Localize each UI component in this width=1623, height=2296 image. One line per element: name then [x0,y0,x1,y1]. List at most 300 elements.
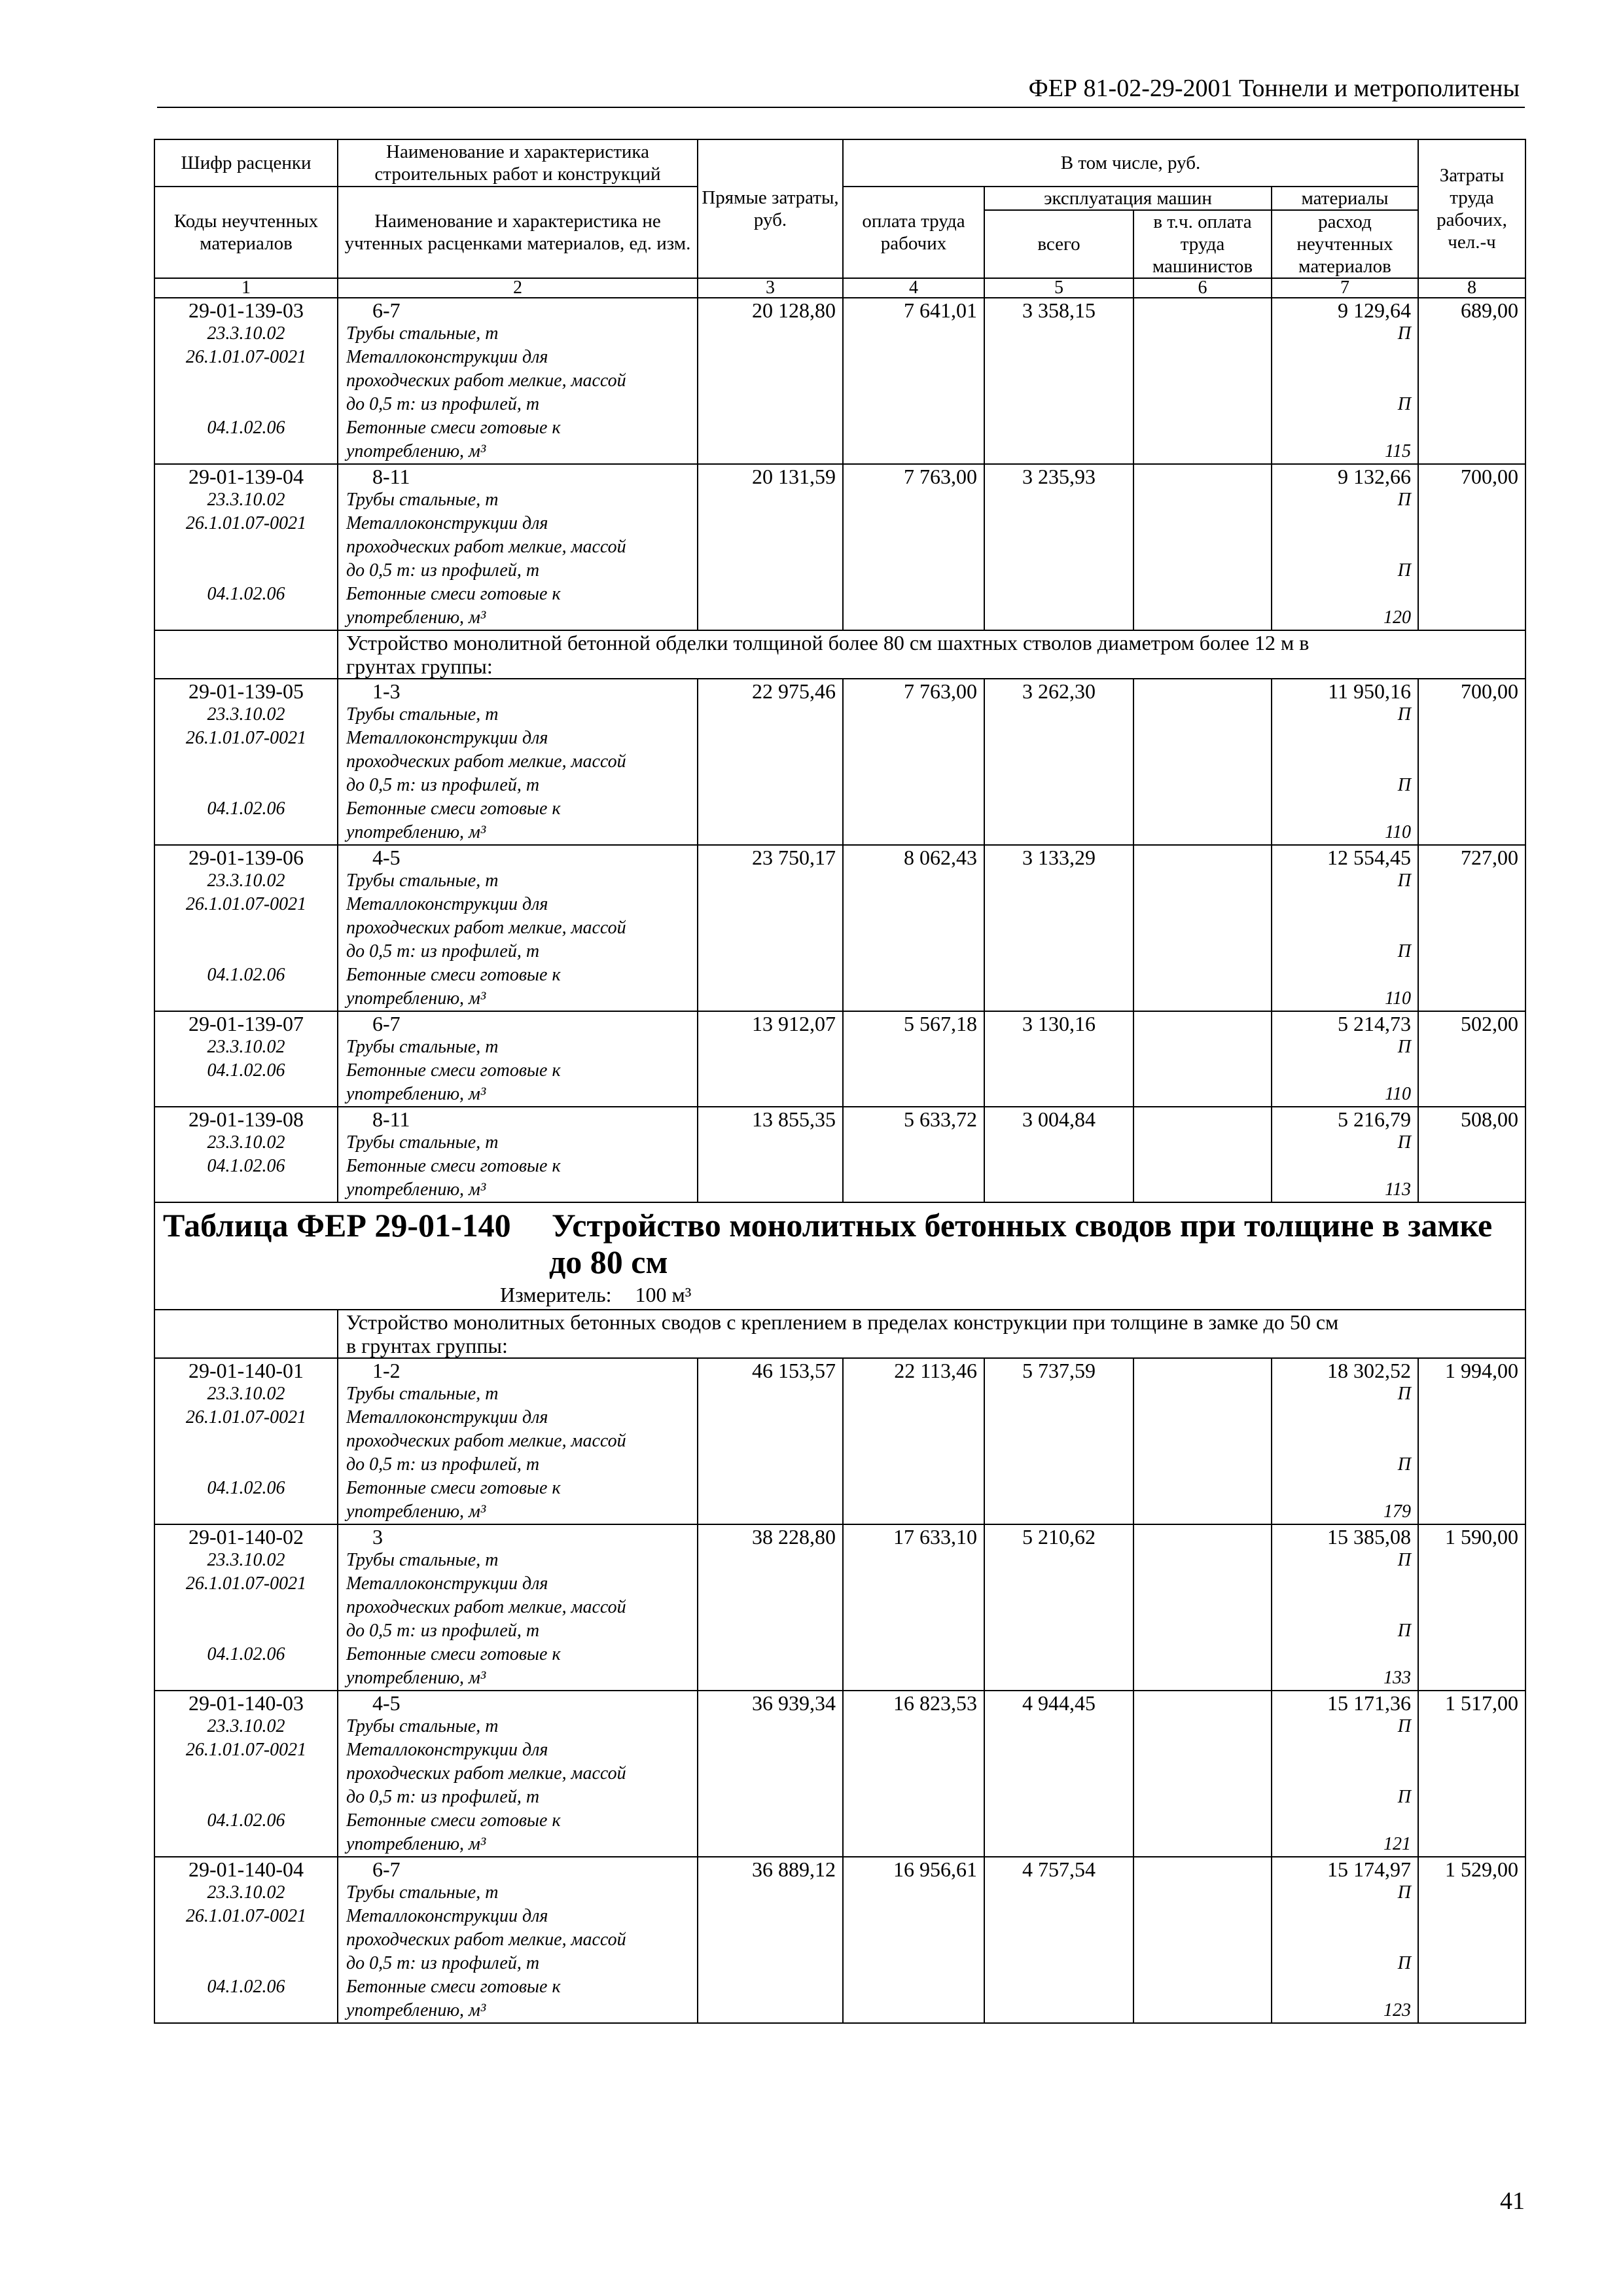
machinist-pay [1134,679,1264,703]
direct-cost-cell [698,1358,843,1524]
direct-cost: 13 912,07 [752,1012,836,1035]
material-name-line: Трубы стальные, т [346,490,499,510]
labor-pay-cell [843,845,984,1011]
material-quantity: 121 [1383,1834,1411,1854]
labor-pay: 16 956,61 [893,1857,977,1881]
labor-pay: 5 567,18 [904,1012,977,1035]
materials-cell [1272,1857,1418,2023]
rate-code: 29-01-139-05 [188,679,304,703]
material-name-line: проходческих работ мелкие, массой [346,751,626,772]
material-name-line: проходческих работ мелкие, массой [346,918,626,938]
labor-cost-cell [1418,298,1525,464]
materials-cost: 5 216,79 [1338,1107,1411,1131]
header-labor-pay: оплата труда рабочих [843,187,984,278]
machines-total: 3 130,16 [1022,1012,1096,1035]
materials-cell [1272,1691,1418,1857]
material-code: 26.1.01.07-0021 [185,728,307,748]
rate-row [154,298,1525,464]
machines-total: 5 737,59 [1022,1359,1096,1382]
subheading-line: Устройство монолитной бетонной обделки толщиной более 80 см шахтных стволов диаметром более 12 м в [346,631,1310,655]
rate-code-cell [154,1358,338,1524]
material-code: 26.1.01.07-0021 [185,513,307,533]
material-quantity: П [1397,775,1411,795]
rate-row [154,679,1525,845]
machinist-pay [1134,1012,1264,1035]
material-code: 04.1.02.06 [207,1977,285,1997]
material-name-line: Трубы стальные, т [346,1882,499,1903]
labor-cost-cell [1418,1691,1525,1857]
material-name-line: проходческих работ мелкие, массой [346,370,626,391]
running-header: ФЕР 81-02-29-2001 Тоннели и метрополитены [1028,75,1520,102]
group-140 [154,1310,1525,2023]
rate-name-cell [338,1857,698,2023]
header-including: В том числе, руб. [843,139,1418,187]
direct-cost-cell [698,298,843,464]
rate-name: 6-7 [372,1012,401,1035]
material-quantity: П [1397,490,1411,510]
direct-cost: 46 153,57 [752,1359,836,1382]
material-name-line: Бетонные смеси готовые к [346,418,561,438]
materials-cell [1272,298,1418,464]
rate-row [154,1691,1525,1857]
direct-cost: 13 855,35 [752,1107,836,1131]
material-code: 04.1.02.06 [207,1478,285,1498]
header-rule [157,107,1525,108]
subheading-line: в грунтах группы: [346,1334,508,1357]
material-quantity: П [1397,870,1411,891]
labor-cost: 502,00 [1461,1012,1518,1035]
labor-pay-cell [843,1011,984,1107]
machinist-pay [1134,298,1264,322]
materials-cell [1272,464,1418,630]
materials-cell [1272,1358,1418,1524]
rate-code-cell [154,1857,338,2023]
material-quantity: П [1397,704,1411,725]
rate-name-cell [338,1358,698,1524]
materials-cell [1272,679,1418,845]
rate-name-cell [338,298,698,464]
machinist-pay-cell [1133,1107,1272,1202]
rate-row [154,1857,1525,2023]
material-name-line: Трубы стальные, т [346,1550,499,1570]
table-label: Таблица ФЕР 29-01-140 [163,1207,511,1244]
materials-cost: 9 132,66 [1338,465,1411,488]
material-name-line: проходческих работ мелкие, массой [346,1431,626,1451]
rate-name-cell [338,1107,698,1202]
rate-row [154,845,1525,1011]
material-name-line: до 0,5 т: из профилей, т [346,1787,540,1807]
machinist-pay-cell [1133,298,1272,464]
header-machines-total: всего [984,210,1133,278]
materials-cost: 11 950,16 [1328,679,1411,703]
material-quantity: 123 [1383,2000,1411,2020]
header-machines: эксплуатация машин [984,187,1272,210]
material-name-line: до 0,5 т: из профилей, т [346,560,540,581]
subheading-row [154,630,1525,679]
material-name-line: Трубы стальные, т [346,1132,499,1153]
direct-cost-cell [698,1107,843,1202]
labor-pay: 17 633,10 [893,1525,977,1549]
machines-total-cell [984,1107,1133,1202]
material-quantity: 179 [1383,1501,1411,1522]
materials-cost: 5 214,73 [1338,1012,1411,1035]
labor-pay-cell [843,464,984,630]
rate-code: 29-01-139-03 [188,298,304,322]
material-name-line: проходческих работ мелкие, массой [346,1597,626,1617]
subheading-empty-cell [154,630,338,679]
labor-cost: 508,00 [1461,1107,1518,1131]
labor-pay: 16 823,53 [893,1691,977,1715]
rate-code: 29-01-140-03 [188,1691,304,1715]
rate-code: 29-01-140-01 [188,1359,304,1382]
header-materials: материалы [1272,187,1418,210]
material-code: 26.1.01.07-0021 [185,1740,307,1760]
section-title-line2: до 80 см [549,1244,668,1280]
measure-value: 100 м³ [635,1283,692,1306]
material-quantity: 133 [1383,1668,1411,1688]
material-code: 26.1.01.07-0021 [185,347,307,367]
rate-name-cell [338,845,698,1011]
material-code: 23.3.10.02 [207,1037,285,1057]
material-code: 04.1.02.06 [207,798,285,819]
direct-cost-cell [698,464,843,630]
material-name-line: Бетонные смеси готовые к [346,1060,561,1081]
labor-cost-cell [1418,679,1525,845]
rate-name: 6-7 [372,1857,401,1881]
labor-cost-cell [1418,464,1525,630]
material-name-line: Бетонные смеси готовые к [346,1478,561,1498]
material-code: 23.3.10.02 [207,1550,285,1570]
section-title-cell [154,1202,1525,1310]
material-name-line: употреблению, м³ [346,1179,486,1200]
labor-cost: 689,00 [1461,298,1518,322]
machinist-pay-cell [1133,464,1272,630]
rate-code-cell [154,1107,338,1202]
labor-pay-cell [843,1857,984,2023]
machines-total-cell [984,1691,1133,1857]
material-name-line: Трубы стальные, т [346,1384,499,1404]
material-quantity: 115 [1385,441,1411,461]
section-title [155,1203,1525,1280]
subheading-line: грунтах группы: [346,655,493,678]
labor-pay: 7 763,00 [904,465,977,488]
machines-total-cell [984,1358,1133,1524]
direct-cost-cell [698,1691,843,1857]
labor-pay: 5 633,72 [904,1107,977,1131]
labor-pay-cell [843,1358,984,1524]
machines-total-cell [984,845,1133,1011]
rate-row [154,1524,1525,1691]
section-140 [154,1202,1525,1310]
machinist-pay [1134,1359,1264,1382]
rate-code-cell [154,845,338,1011]
direct-cost-cell [698,1857,843,2023]
material-name-line: Бетонные смеси готовые к [346,1810,561,1831]
material-name-line: Трубы стальные, т [346,1716,499,1736]
material-code: 04.1.02.06 [207,1156,285,1176]
rate-code-cell [154,1524,338,1691]
material-quantity: 120 [1383,607,1411,628]
labor-cost: 1 517,00 [1445,1691,1518,1715]
direct-cost-cell [698,679,843,845]
material-name-line: до 0,5 т: из профилей, т [346,775,540,795]
labor-cost: 700,00 [1461,679,1518,703]
material-name-line: Бетонные смеси готовые к [346,584,561,604]
rate-name-cell [338,679,698,845]
materials-cell [1272,1107,1418,1202]
materials-cell [1272,1011,1418,1107]
direct-cost: 38 228,80 [752,1525,836,1549]
material-name-line: до 0,5 т: из профилей, т [346,394,540,414]
measure-line [155,1280,1525,1309]
rate-code-cell [154,1691,338,1857]
material-quantity: П [1397,394,1411,414]
machines-total: 3 358,15 [1022,298,1096,322]
rate-name: 3 [372,1525,383,1549]
material-code: 26.1.01.07-0021 [185,894,307,914]
material-name-line: Бетонные смеси готовые к [346,1977,561,1997]
labor-cost: 700,00 [1461,465,1518,488]
material-quantity: П [1397,1132,1411,1153]
direct-cost: 20 131,59 [752,465,836,488]
materials-cost: 15 171,36 [1327,1691,1411,1715]
machinist-pay-cell [1133,1011,1272,1107]
labor-cost-cell [1418,845,1525,1011]
labor-cost-cell [1418,1011,1525,1107]
direct-cost: 22 975,46 [752,679,836,703]
material-name-line: до 0,5 т: из профилей, т [346,941,540,961]
header-work-name: Наименование и характеристика строительных работ и конструкций [338,139,698,187]
machinist-pay [1134,1857,1264,1881]
machines-total-cell [984,1857,1133,2023]
machines-total-cell [984,1011,1133,1107]
direct-cost-cell [698,845,843,1011]
rate-name: 8-11 [372,465,410,488]
machines-total: 3 004,84 [1022,1107,1096,1131]
header-machinist-pay: в т.ч. оплата труда машинистов [1133,210,1272,278]
material-name-line: до 0,5 т: из профилей, т [346,1454,540,1475]
material-code: 23.3.10.02 [207,1882,285,1903]
machinist-pay-cell [1133,1358,1272,1524]
rate-code: 29-01-139-07 [188,1012,304,1035]
materials-cost: 9 129,64 [1338,298,1411,322]
material-quantity: П [1397,1384,1411,1404]
material-name-line: проходческих работ мелкие, массой [346,1763,626,1784]
labor-pay-cell [843,679,984,845]
rate-code-cell [154,464,338,630]
rate-name: 6-7 [372,298,401,322]
labor-cost-cell [1418,1107,1525,1202]
material-name-line: употреблению, м³ [346,1501,486,1522]
material-name-line: Металлоконструкции для [346,1740,548,1760]
machinist-pay-cell [1133,1857,1272,2023]
labor-pay-cell [843,1691,984,1857]
rate-code: 29-01-140-04 [188,1857,304,1881]
labor-cost: 727,00 [1461,846,1518,869]
direct-cost: 20 128,80 [752,298,836,322]
material-name-line: Металлоконструкции для [346,728,548,748]
material-name-line: Бетонные смеси готовые к [346,798,561,819]
material-name-line: до 0,5 т: из профилей, т [346,1621,540,1641]
material-code: 04.1.02.06 [207,1060,285,1081]
machinist-pay [1134,846,1264,869]
labor-pay: 7 641,01 [904,298,977,322]
col-num-1: 1 [154,278,338,298]
direct-cost-cell [698,1011,843,1107]
col-num-8: 8 [1418,278,1525,298]
header-material-codes: Коды неучтенных материалов [154,187,338,278]
material-quantity: 110 [1385,1084,1411,1104]
header-unaccounted-materials: расход неучтенных материалов [1272,210,1418,278]
material-quantity: П [1397,1454,1411,1475]
rate-row [154,464,1525,630]
material-code: 26.1.01.07-0021 [185,1573,307,1594]
col-num-4: 4 [843,278,984,298]
labor-pay: 8 062,43 [904,846,977,869]
labor-cost: 1 994,00 [1445,1359,1518,1382]
direct-cost: 23 750,17 [752,846,836,869]
material-quantity: П [1397,1037,1411,1057]
materials-cost: 15 174,97 [1327,1857,1411,1881]
material-quantity: П [1397,1882,1411,1903]
material-name-line: Бетонные смеси готовые к [346,965,561,985]
subheading-line: Устройство монолитных бетонных сводов с креплением в пределах конструкции при толщине в замке до 50 см [346,1310,1339,1334]
materials-cost: 18 302,52 [1327,1359,1411,1382]
machines-total: 3 235,93 [1022,465,1096,488]
material-quantity: П [1397,1953,1411,1973]
material-name-line: употреблению, м³ [346,1668,486,1688]
materials-cost: 15 385,08 [1327,1525,1411,1549]
material-name-line: Металлоконструкции для [346,513,548,533]
subheading-row [154,1310,1525,1358]
material-quantity: 110 [1385,988,1411,1009]
labor-cost-cell [1418,1857,1525,2023]
material-quantity: П [1397,941,1411,961]
header-direct-costs: Прямые затраты, руб. [698,139,843,278]
machines-total: 4 757,54 [1022,1857,1096,1881]
direct-cost: 36 889,12 [752,1857,836,1881]
subheading-cell [338,630,1525,679]
material-name-line: употреблению, м³ [346,1834,486,1854]
col-num-7: 7 [1272,278,1418,298]
materials-cost: 12 554,45 [1327,846,1411,869]
rate-name: 1-2 [372,1359,401,1382]
machinist-pay-cell [1133,845,1272,1011]
col-num-6: 6 [1133,278,1272,298]
material-quantity: П [1397,323,1411,344]
material-quantity: П [1397,1621,1411,1641]
labor-pay: 7 763,00 [904,679,977,703]
rate-code-cell [154,679,338,845]
material-quantity: П [1397,1550,1411,1570]
rate-name-cell [338,1011,698,1107]
material-code: 23.3.10.02 [207,323,285,344]
material-name-line: до 0,5 т: из профилей, т [346,1953,540,1973]
rate-name-cell [338,464,698,630]
material-code: 23.3.10.02 [207,1132,285,1153]
material-code: 23.3.10.02 [207,1716,285,1736]
subheading-empty-cell [154,1310,338,1358]
material-code: 23.3.10.02 [207,870,285,891]
materials-cell [1272,1524,1418,1691]
material-name-line: употреблению, м³ [346,988,486,1009]
labor-cost-cell [1418,1358,1525,1524]
material-code: 23.3.10.02 [207,490,285,510]
material-quantity: П [1397,1716,1411,1736]
rate-code: 29-01-139-04 [188,465,304,488]
machinist-pay-cell [1133,679,1272,845]
material-name-line: проходческих работ мелкие, массой [346,1929,626,1950]
material-name-line: употреблению, м³ [346,441,486,461]
material-name-line: Металлоконструкции для [346,347,548,367]
header-row-1 [154,139,1525,187]
material-name-line: употреблению, м³ [346,607,486,628]
material-code: 04.1.02.06 [207,1810,285,1831]
rate-code: 29-01-139-06 [188,846,304,869]
machinist-pay-cell [1133,1691,1272,1857]
measure-label: Измеритель: [500,1283,612,1306]
rate-name-cell [338,1691,698,1857]
machines-total: 5 210,62 [1022,1525,1096,1549]
col-num-2: 2 [338,278,698,298]
material-name-line: Металлоконструкции для [346,1906,548,1926]
material-name-line: проходческих работ мелкие, массой [346,537,626,557]
material-quantity: 110 [1385,822,1411,842]
material-name-line: Металлоконструкции для [346,1407,548,1427]
material-code: 26.1.01.07-0021 [185,1906,307,1926]
header-rate-code: Шифр расценки [154,139,338,187]
material-code: 04.1.02.06 [207,418,285,438]
labor-pay: 22 113,46 [894,1359,977,1382]
rate-code: 29-01-139-08 [188,1107,304,1131]
rate-name-cell [338,1524,698,1691]
material-name-line: Трубы стальные, т [346,704,499,725]
labor-cost: 1 590,00 [1445,1525,1518,1549]
section-title-row [154,1202,1525,1310]
header-material-names: Наименование и характеристика не учтенных расценками материалов, ед. изм. [338,187,698,278]
page-number: 41 [1500,2187,1525,2215]
machines-total-cell [984,1524,1133,1691]
labor-pay-cell [843,298,984,464]
materials-cell [1272,845,1418,1011]
material-quantity: П [1397,1787,1411,1807]
material-code: 04.1.02.06 [207,584,285,604]
header-labor-costs: Затраты труда рабочих, чел.-ч [1418,139,1525,278]
machines-total: 3 262,30 [1022,679,1096,703]
price-table [154,139,1526,2024]
machines-total-cell [984,679,1133,845]
machinist-pay [1134,1107,1264,1131]
material-name-line: Трубы стальные, т [346,1037,499,1057]
rate-name: 4-5 [372,846,401,869]
direct-cost-cell [698,1524,843,1691]
machinist-pay [1134,1691,1264,1715]
subheading-cell [338,1310,1525,1358]
rate-code: 29-01-140-02 [188,1525,304,1549]
column-number-row [154,278,1525,298]
material-name-line: Металлоконструкции для [346,894,548,914]
labor-cost-cell [1418,1524,1525,1691]
rate-name: 4-5 [372,1691,401,1715]
material-code: 26.1.01.07-0021 [185,1407,307,1427]
rate-row [154,1358,1525,1524]
material-code: 04.1.02.06 [207,965,285,985]
rate-row [154,1011,1525,1107]
machines-total-cell [984,464,1133,630]
labor-cost: 1 529,00 [1445,1857,1518,1881]
col-num-3: 3 [698,278,843,298]
material-name-line: употреблению, м³ [346,2000,486,2020]
